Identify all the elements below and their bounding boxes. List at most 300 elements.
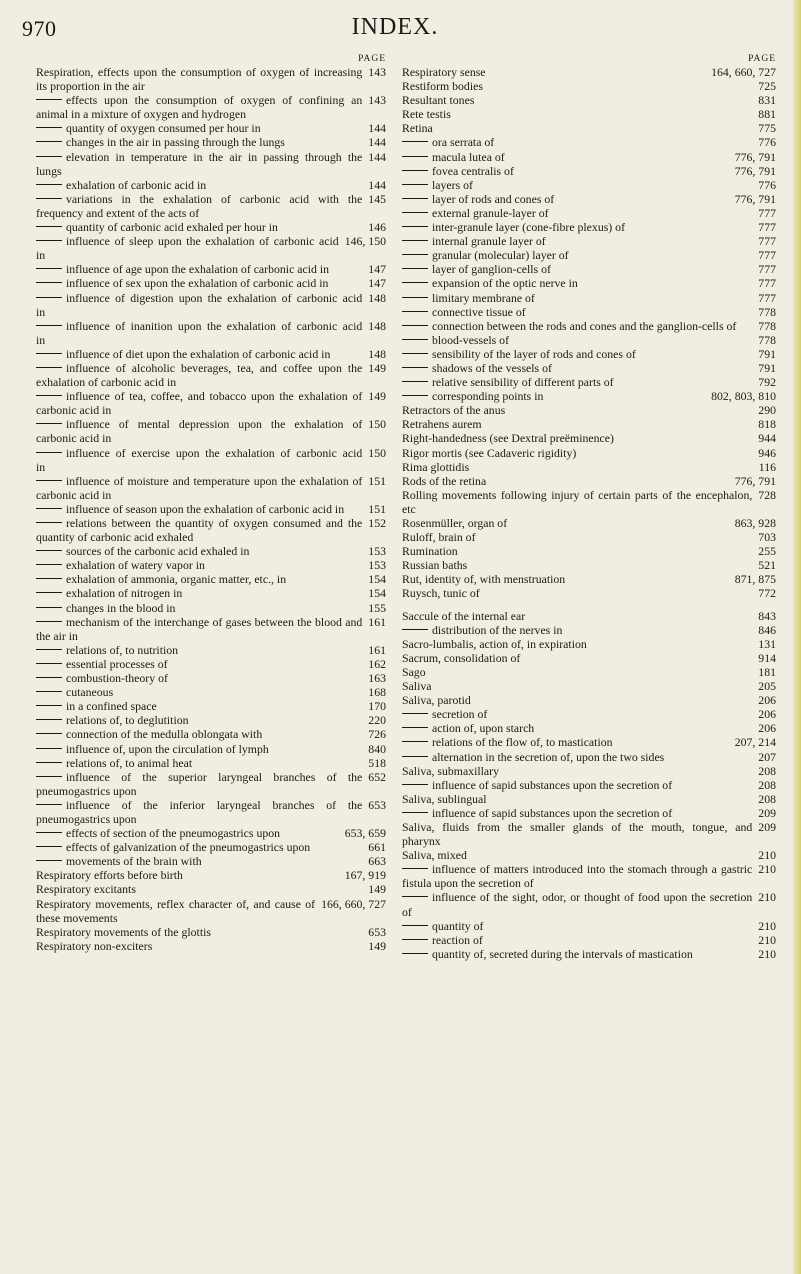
index-entry xyxy=(36,572,386,586)
entry-page-ref: 208 xyxy=(758,763,776,778)
index-entry xyxy=(36,586,386,600)
index-entry xyxy=(402,206,776,220)
entry-text: Saliva, mixed xyxy=(402,848,467,863)
entry-page-ref: 206 xyxy=(758,721,776,736)
index-entry xyxy=(402,558,776,572)
continuation-dash xyxy=(402,367,428,368)
index-entry xyxy=(36,276,386,290)
entry-page-ref: 946 xyxy=(758,445,776,460)
continuation-dash xyxy=(36,607,62,608)
entry-text: sensibility of the layer of rods and cones of xyxy=(432,346,636,361)
index-entry xyxy=(402,707,776,721)
entry-text: essential processes of xyxy=(66,656,168,671)
entry-page-ref: 653, 659 xyxy=(344,826,386,841)
index-entry xyxy=(402,305,776,319)
entry-page-ref: 144 xyxy=(368,135,386,150)
index-entry xyxy=(36,150,386,178)
index-entry xyxy=(402,665,776,679)
entry-page-ref: 778 xyxy=(758,318,776,333)
index-entry xyxy=(402,375,776,389)
entry-page-ref: 210 xyxy=(758,918,776,933)
entry-page-ref: 776 xyxy=(758,135,776,150)
index-entry xyxy=(36,93,386,121)
index-entry xyxy=(36,516,386,544)
entry-page-ref: 146, 150 xyxy=(344,234,386,249)
entry-page-ref: 148 xyxy=(368,346,386,361)
entry-text: exhalation of watery vapor in xyxy=(66,558,205,573)
continuation-dash xyxy=(36,860,62,861)
entry-text: layer of rods and cones of xyxy=(432,191,555,206)
entry-page-ref: 144 xyxy=(368,121,386,136)
entry-text: Respiratory sense xyxy=(402,65,486,79)
entry-page-ref: 149 xyxy=(368,938,386,953)
entry-text: cutaneous xyxy=(66,685,114,700)
entry-text: layers of xyxy=(432,177,473,192)
continuation-dash xyxy=(402,353,428,354)
entry-text: granular (molecular) layer of xyxy=(432,248,569,263)
index-entry xyxy=(36,347,386,361)
entry-text: fovea centralis of xyxy=(432,163,514,178)
continuation-dash xyxy=(402,297,428,298)
entry-text: influence of digestion upon the exhalation of carbonic acid in xyxy=(36,290,363,319)
index-entry xyxy=(36,234,386,262)
entry-text: Respiration, effects upon the consumption of oxygen of increasing its proportion in the air xyxy=(36,65,363,94)
index-entry xyxy=(36,671,386,685)
entry-page-ref: 167, 919 xyxy=(344,868,386,883)
continuation-dash xyxy=(402,868,428,869)
index-entry xyxy=(36,925,386,939)
index-entry xyxy=(36,178,386,192)
continuation-dash xyxy=(36,226,62,227)
continuation-dash xyxy=(402,198,428,199)
continuation-dash xyxy=(36,663,62,664)
entry-page-ref: 206 xyxy=(758,707,776,722)
entry-page-ref: 208 xyxy=(758,777,776,792)
entry-text: Respiratory non-exciters xyxy=(36,938,153,953)
index-entry xyxy=(402,333,776,347)
entry-page-ref: 210 xyxy=(758,848,776,863)
index-entry xyxy=(36,699,386,713)
entry-text: influence of sleep upon the exhalation of carbonic acid in xyxy=(36,234,339,263)
entry-page-ref: 726 xyxy=(368,727,386,742)
entry-text: influence of inanition upon the exhalation of carbonic acid in xyxy=(36,318,363,347)
index-entry xyxy=(36,220,386,234)
continuation-dash xyxy=(402,325,428,326)
continuation-dash xyxy=(36,719,62,720)
index-entry xyxy=(36,868,386,882)
index-entry xyxy=(36,65,386,93)
continuation-dash xyxy=(36,325,62,326)
entry-text: Right-handedness (see Dextral preëminence) xyxy=(402,431,614,446)
continuation-dash xyxy=(36,198,62,199)
index-entry xyxy=(402,460,776,474)
entry-text: Rima glottidis xyxy=(402,459,470,474)
entry-page-ref: 150 xyxy=(368,445,386,460)
entry-text: Respiratory excitants xyxy=(36,882,136,897)
entry-page-ref: 914 xyxy=(758,650,776,665)
continuation-dash xyxy=(36,621,62,622)
index-entry xyxy=(402,947,776,961)
entry-text: blood-vessels of xyxy=(432,332,509,347)
continuation-dash xyxy=(402,953,428,954)
entry-text: Retrahens aurem xyxy=(402,417,482,432)
continuation-dash xyxy=(402,141,428,142)
index-entry xyxy=(402,403,776,417)
entry-text: external granule-layer of xyxy=(432,205,549,220)
index-entry xyxy=(402,764,776,778)
index-entry xyxy=(36,882,386,896)
continuation-dash xyxy=(36,156,62,157)
entry-page-ref: 778 xyxy=(758,332,776,347)
index-entry xyxy=(402,862,776,890)
index-entries-left xyxy=(36,65,386,953)
entry-page-ref: 521 xyxy=(758,558,776,573)
index-entry xyxy=(402,609,776,623)
entry-text: changes in the air in passing through the lungs xyxy=(66,135,285,150)
entry-text: connection of the medulla oblongata with xyxy=(66,727,263,742)
index-entry xyxy=(402,234,776,248)
continuation-dash xyxy=(402,629,428,630)
entry-text: Ruysch, tunic of xyxy=(402,586,480,601)
entry-text: influence of sapid substances upon the secretion of xyxy=(432,777,673,792)
entry-text: exhalation of nitrogen in xyxy=(66,586,183,601)
entry-text: Rumination xyxy=(402,544,458,559)
entry-page-ref: 151 xyxy=(368,473,386,488)
index-entry xyxy=(36,601,386,615)
entry-text: relations of, to nutrition xyxy=(66,642,179,657)
entry-text: Restiform bodies xyxy=(402,79,483,94)
entry-text: expansion of the optic nerve in xyxy=(432,276,578,291)
entry-text: quantity of xyxy=(432,918,484,933)
entry-page-ref: 181 xyxy=(758,664,776,679)
index-entry xyxy=(402,276,776,290)
index-entry xyxy=(402,651,776,665)
index-entry xyxy=(402,347,776,361)
index-entry xyxy=(402,192,776,206)
entry-text: influence of the superior laryngeal branches of the pneumogastrics upon xyxy=(36,769,363,798)
entry-text: combustion-theory of xyxy=(66,671,168,686)
entry-page-ref: 209 xyxy=(758,805,776,820)
page-column-label: PAGE xyxy=(748,54,776,64)
continuation-dash xyxy=(36,522,62,523)
entry-page-ref: 777 xyxy=(758,234,776,249)
entry-text: effects upon the consumption of oxygen of confining an animal in a mixture of oxygen and hydrogen xyxy=(36,93,363,122)
continuation-dash xyxy=(402,939,428,940)
continuation-dash xyxy=(402,282,428,283)
entry-page-ref: 653 xyxy=(368,797,386,812)
index-entry xyxy=(36,826,386,840)
continuation-dash xyxy=(36,846,62,847)
continuation-dash xyxy=(402,381,428,382)
entry-page-ref: 220 xyxy=(368,713,386,728)
entry-text: mechanism of the interchange of gases between the blood and the air in xyxy=(36,614,363,643)
entry-text: changes in the blood in xyxy=(66,600,176,615)
index-entry xyxy=(36,389,386,417)
index-entry xyxy=(402,820,776,848)
continuation-dash xyxy=(36,452,62,453)
page-column-label: PAGE xyxy=(358,54,386,64)
index-entry xyxy=(402,79,776,93)
entry-text: Russian baths xyxy=(402,558,468,573)
entry-page-ref: 210 xyxy=(758,862,776,877)
entry-text: influence of diet upon the exhalation of carbonic acid in xyxy=(66,346,331,361)
entry-page-ref: 168 xyxy=(368,685,386,700)
entry-text: corresponding points in xyxy=(432,389,544,404)
entry-text: sources of the carbonic acid exhaled in xyxy=(66,544,250,559)
index-entry xyxy=(402,530,776,544)
index-entry xyxy=(402,319,776,333)
continuation-dash xyxy=(402,311,428,312)
entry-text: in a confined space xyxy=(66,699,157,714)
entry-text: relations between the quantity of oxygen consumed and the quantity of carbonic acid exhaled xyxy=(36,516,363,545)
entry-page-ref: 210 xyxy=(758,890,776,905)
continuation-dash xyxy=(36,677,62,678)
index-entry xyxy=(402,135,776,149)
entry-page-ref: 728 xyxy=(758,487,776,502)
entry-text: Sacro-lumbalis, action of, in expiration xyxy=(402,636,587,651)
entry-page-ref: 777 xyxy=(758,248,776,263)
entry-page-ref: 776, 791 xyxy=(734,191,776,206)
entry-text: influence of mental depression upon the exhalation of carbonic acid in xyxy=(36,417,363,446)
continuation-dash xyxy=(36,705,62,706)
entry-text: influence of season upon the exhalation of carbonic acid in xyxy=(66,501,345,516)
continuation-dash xyxy=(36,832,62,833)
index-entry xyxy=(36,643,386,657)
right-column xyxy=(402,53,776,961)
page-header xyxy=(0,0,790,44)
entry-text: influence of alcoholic beverages, tea, and coffee upon the exhalation of carbonic acid in xyxy=(36,360,363,390)
entry-text: quantity of, secreted during the intervals of mastication xyxy=(432,946,693,961)
entry-page-ref: 145 xyxy=(368,191,386,206)
entry-text: influence of sapid substances upon the secretion of xyxy=(432,805,673,820)
index-entry xyxy=(36,939,386,953)
index-entry xyxy=(402,121,776,135)
index-entry xyxy=(402,65,776,79)
index-entry xyxy=(36,291,386,319)
continuation-dash xyxy=(402,184,428,185)
entry-page-ref: 802, 803, 810 xyxy=(711,389,776,404)
entry-text: Respiratory efforts before birth xyxy=(36,868,183,883)
index-entry xyxy=(402,488,776,516)
index-entry xyxy=(402,750,776,764)
continuation-dash xyxy=(36,592,62,593)
continuation-dash xyxy=(402,812,428,813)
entry-page-ref: 163 xyxy=(368,671,386,686)
entry-text: Rolling movements following injury of certain parts of the encephalon, etc xyxy=(402,487,753,516)
index-entry xyxy=(402,848,776,862)
index-entry xyxy=(402,544,776,558)
continuation-dash xyxy=(36,141,62,142)
entry-page-ref: 153 xyxy=(368,558,386,573)
index-entry xyxy=(36,685,386,699)
entry-text: Ruloff, brain of xyxy=(402,530,476,545)
entry-text: exhalation of carbonic acid in xyxy=(66,177,207,192)
entry-page-ref: 776, 791 xyxy=(734,149,776,164)
entry-page-ref: 210 xyxy=(758,946,776,961)
entry-text: quantity of carbonic acid exhaled per hour in xyxy=(66,220,278,235)
continuation-dash xyxy=(402,240,428,241)
entry-text: effects of section of the pneumogastrics upon xyxy=(66,826,281,841)
entry-text: influence of sex upon the exhalation of carbonic acid in xyxy=(66,276,329,291)
continuation-dash xyxy=(36,748,62,749)
entry-page-ref: 881 xyxy=(758,107,776,122)
index-entry xyxy=(36,615,386,643)
continuation-dash xyxy=(36,762,62,763)
index-entry xyxy=(402,637,776,651)
entry-text: alternation in the secretion of, upon the two sides xyxy=(432,749,665,764)
index-entry xyxy=(402,248,776,262)
entry-page-ref: 944 xyxy=(758,431,776,446)
index-entry xyxy=(402,431,776,445)
entry-text: Respiratory movements of the glottis xyxy=(36,924,211,939)
continuation-dash xyxy=(402,156,428,157)
index-entry xyxy=(36,319,386,347)
continuation-dash xyxy=(36,395,62,396)
entry-text: Resultant tones xyxy=(402,93,475,108)
entry-text: movements of the brain with xyxy=(66,854,202,869)
index-entry xyxy=(36,361,386,389)
index-entry xyxy=(36,417,386,445)
entry-page-ref: 792 xyxy=(758,375,776,390)
entry-text: influence of moisture and temperature upon the exhalation of carbonic acid in xyxy=(36,473,363,502)
entry-page-ref: 161 xyxy=(368,642,386,657)
entry-text: inter-granule layer (cone-fibre plexus) of xyxy=(432,220,626,235)
entry-text: ora serrata of xyxy=(432,135,495,150)
continuation-dash xyxy=(402,170,428,171)
index-entry xyxy=(402,291,776,305)
continuation-dash xyxy=(36,578,62,579)
continuation-dash xyxy=(36,184,62,185)
entry-text: relations of the flow of, to mastication xyxy=(432,735,613,750)
index-entry xyxy=(402,417,776,431)
continuation-dash xyxy=(402,741,428,742)
entry-page-ref: 777 xyxy=(758,220,776,235)
index-entry xyxy=(402,586,776,600)
entry-text: relative sensibility of different parts of xyxy=(432,375,614,390)
entry-page-ref: 151 xyxy=(368,501,386,516)
entry-page-ref: 777 xyxy=(758,262,776,277)
entry-page-ref: 290 xyxy=(758,403,776,418)
entry-page-ref: 162 xyxy=(368,656,386,671)
index-entry xyxy=(402,890,776,918)
index-entry xyxy=(402,806,776,820)
continuation-dash xyxy=(402,254,428,255)
index-entry xyxy=(402,693,776,707)
entry-text: elevation in temperature in the air in passing through the lungs xyxy=(36,149,363,178)
continuation-dash xyxy=(36,550,62,551)
continuation-dash xyxy=(402,896,428,897)
entry-page-ref: 663 xyxy=(368,854,386,869)
entry-text: macula lutea of xyxy=(432,149,505,164)
entry-page-ref: 149 xyxy=(368,882,386,897)
entry-page-ref: 164, 660, 727 xyxy=(711,65,776,79)
continuation-dash xyxy=(402,395,428,396)
entry-page-ref: 703 xyxy=(758,530,776,545)
index-entry xyxy=(36,657,386,671)
index-entry xyxy=(402,721,776,735)
entry-page-ref: 777 xyxy=(758,205,776,220)
index-entry xyxy=(402,572,776,586)
entry-text: relations of, to animal heat xyxy=(66,755,193,770)
entry-page-ref: 161 xyxy=(368,614,386,629)
index-entry xyxy=(402,164,776,178)
index-entry xyxy=(402,679,776,693)
continuation-dash xyxy=(402,212,428,213)
index-entry xyxy=(36,727,386,741)
index-entry xyxy=(36,502,386,516)
index-entry xyxy=(36,446,386,474)
entry-page-ref: 148 xyxy=(368,290,386,305)
index-entry xyxy=(36,135,386,149)
index-entry xyxy=(36,558,386,572)
entry-text: influence of exercise upon the exhalation of carbonic acid in xyxy=(36,445,363,474)
index-entry xyxy=(402,516,776,530)
continuation-dash xyxy=(402,727,428,728)
entry-text: connection between the rods and cones and the ganglion-cells of xyxy=(432,318,737,333)
entry-page-ref: 206 xyxy=(758,693,776,708)
entry-page-ref: 207, 214 xyxy=(734,735,776,750)
entry-page-ref: 210 xyxy=(758,932,776,947)
entry-text: Saliva, fluids from the smaller glands of the mouth, tongue, and pharynx xyxy=(402,819,753,849)
entry-text: Saliva, submaxillary xyxy=(402,763,499,778)
entry-page-ref: 155 xyxy=(368,600,386,615)
continuation-dash xyxy=(36,297,62,298)
page-edge xyxy=(793,0,801,1274)
entry-text: influence of matters introduced into the stomach through a gastric fistula upon the secretion of xyxy=(402,862,753,891)
continuation-dash xyxy=(402,925,428,926)
continuation-dash xyxy=(402,784,428,785)
index-entry xyxy=(36,544,386,558)
entry-page-ref: 147 xyxy=(368,276,386,291)
entry-page-ref: 863, 928 xyxy=(734,516,776,530)
page-title: INDEX. xyxy=(351,14,439,40)
entry-text: distribution of the nerves in xyxy=(432,622,563,637)
continuation-dash xyxy=(36,99,62,100)
entry-text: influence of age upon the exhalation of carbonic acid in xyxy=(66,262,330,277)
entry-page-ref: 661 xyxy=(368,840,386,855)
entry-text: influence of the inferior laryngeal branches of the pneumogastrics upon xyxy=(36,797,363,826)
entry-page-ref: 154 xyxy=(368,572,386,587)
entry-text: relations of, to deglutition xyxy=(66,713,189,728)
entry-text: Sago xyxy=(402,664,426,679)
index-entry xyxy=(402,107,776,121)
index-entry xyxy=(402,474,776,488)
entry-page-ref: 791 xyxy=(758,346,776,361)
entry-text: Saliva, parotid xyxy=(402,693,471,708)
index-entry xyxy=(402,178,776,192)
entry-page-ref: 846 xyxy=(758,622,776,637)
entry-text: quantity of oxygen consumed per hour in xyxy=(66,121,261,136)
entry-text: Respiratory movements, reflex character of, and cause of these movements xyxy=(36,896,316,925)
continuation-dash xyxy=(36,353,62,354)
entry-page-ref: 149 xyxy=(368,360,386,375)
index-entry xyxy=(402,446,776,460)
continuation-dash xyxy=(36,733,62,734)
entry-page-ref: 843 xyxy=(758,608,776,623)
entry-page-ref: 772 xyxy=(758,586,776,601)
entry-page-ref: 205 xyxy=(758,679,776,694)
entry-page-ref: 152 xyxy=(368,516,386,530)
index-entry xyxy=(402,220,776,234)
entry-text: effects of galvanization of the pneumogastrics upon xyxy=(66,840,311,855)
entry-text: variations in the exhalation of carbonic acid with the frequency and extent of the acts of xyxy=(36,191,363,220)
continuation-dash xyxy=(36,423,62,424)
entry-text: limitary membrane of xyxy=(432,290,535,305)
entry-page-ref: 153 xyxy=(368,544,386,559)
index-entry xyxy=(36,262,386,276)
index-entry xyxy=(36,770,386,798)
entry-page-ref: 116 xyxy=(758,459,776,474)
